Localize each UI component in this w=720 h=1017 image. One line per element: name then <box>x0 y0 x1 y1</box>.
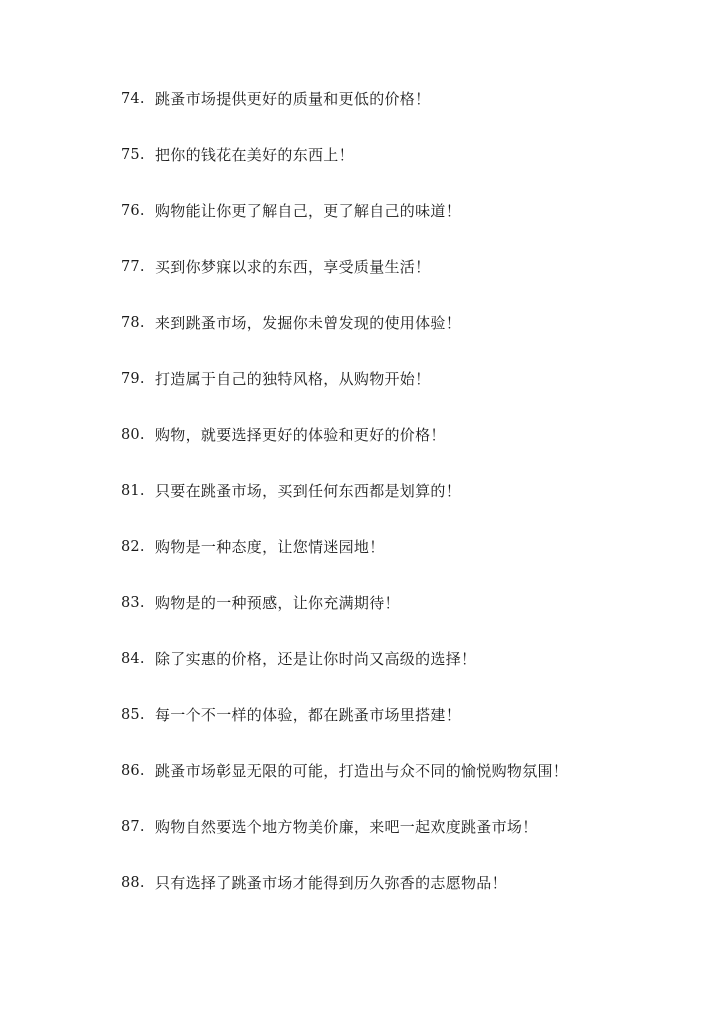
item-number: 79. <box>121 371 145 387</box>
list-item <box>121 759 701 815</box>
list-item <box>121 535 701 591</box>
item-text: 每一个不一样的体验，都在跳蚤市场里搭建！ <box>155 706 462 724</box>
list-item <box>121 199 701 255</box>
list-item <box>121 423 701 479</box>
item-text: 购物是一种态度，让您情迷园地！ <box>155 538 385 556</box>
list-item <box>121 311 701 367</box>
item-number: 80. <box>121 427 145 443</box>
item-text: 除了实惠的价格，还是让你时尚又高级的选择！ <box>155 650 477 668</box>
item-text: 只有选择了跳蚤市场才能得到历久弥香的志愿物品！ <box>155 874 507 892</box>
item-number: 81. <box>121 483 145 499</box>
item-number: 86. <box>121 763 145 779</box>
item-text: 打造属于自己的独特风格，从购物开始！ <box>155 370 431 388</box>
item-text: 购物能让你更了解自己，更了解自己的味道！ <box>155 202 462 220</box>
list-item <box>121 255 701 311</box>
list-item <box>121 815 701 871</box>
list-item <box>121 591 701 647</box>
item-number: 88. <box>121 875 145 891</box>
item-text: 买到你梦寐以求的东西，享受质量生活！ <box>155 258 431 276</box>
list-item <box>121 647 701 703</box>
item-text: 购物自然要选个地方物美价廉，来吧一起欢度跳蚤市场！ <box>155 818 538 836</box>
item-number: 87. <box>121 819 145 835</box>
item-number: 77. <box>121 259 145 275</box>
list-item <box>121 143 701 199</box>
item-number: 75. <box>121 147 145 163</box>
item-text: 跳蚤市场彰显无限的可能，打造出与众不同的愉悦购物氛围！ <box>155 762 569 780</box>
list-item <box>121 871 701 927</box>
item-text: 购物，就要选择更好的体验和更好的价格！ <box>155 426 446 444</box>
item-text: 购物是的一种预感，让你充满期待！ <box>155 594 400 612</box>
item-text: 跳蚤市场提供更好的质量和更低的价格！ <box>155 90 431 108</box>
list-item <box>121 87 701 143</box>
item-number: 76. <box>121 203 145 219</box>
slogan-list <box>121 87 701 927</box>
item-number: 82. <box>121 539 145 555</box>
item-text: 来到跳蚤市场，发掘你未曾发现的使用体验！ <box>155 314 462 332</box>
item-number: 85. <box>121 707 145 723</box>
item-text: 只要在跳蚤市场，买到任何东西都是划算的！ <box>155 482 462 500</box>
item-number: 74. <box>121 91 145 107</box>
list-item <box>121 479 701 535</box>
item-number: 83. <box>121 595 145 611</box>
item-number: 78. <box>121 315 145 331</box>
list-item <box>121 367 701 423</box>
item-text: 把你的钱花在美好的东西上！ <box>155 146 354 164</box>
item-number: 84. <box>121 651 145 667</box>
list-item <box>121 703 701 759</box>
